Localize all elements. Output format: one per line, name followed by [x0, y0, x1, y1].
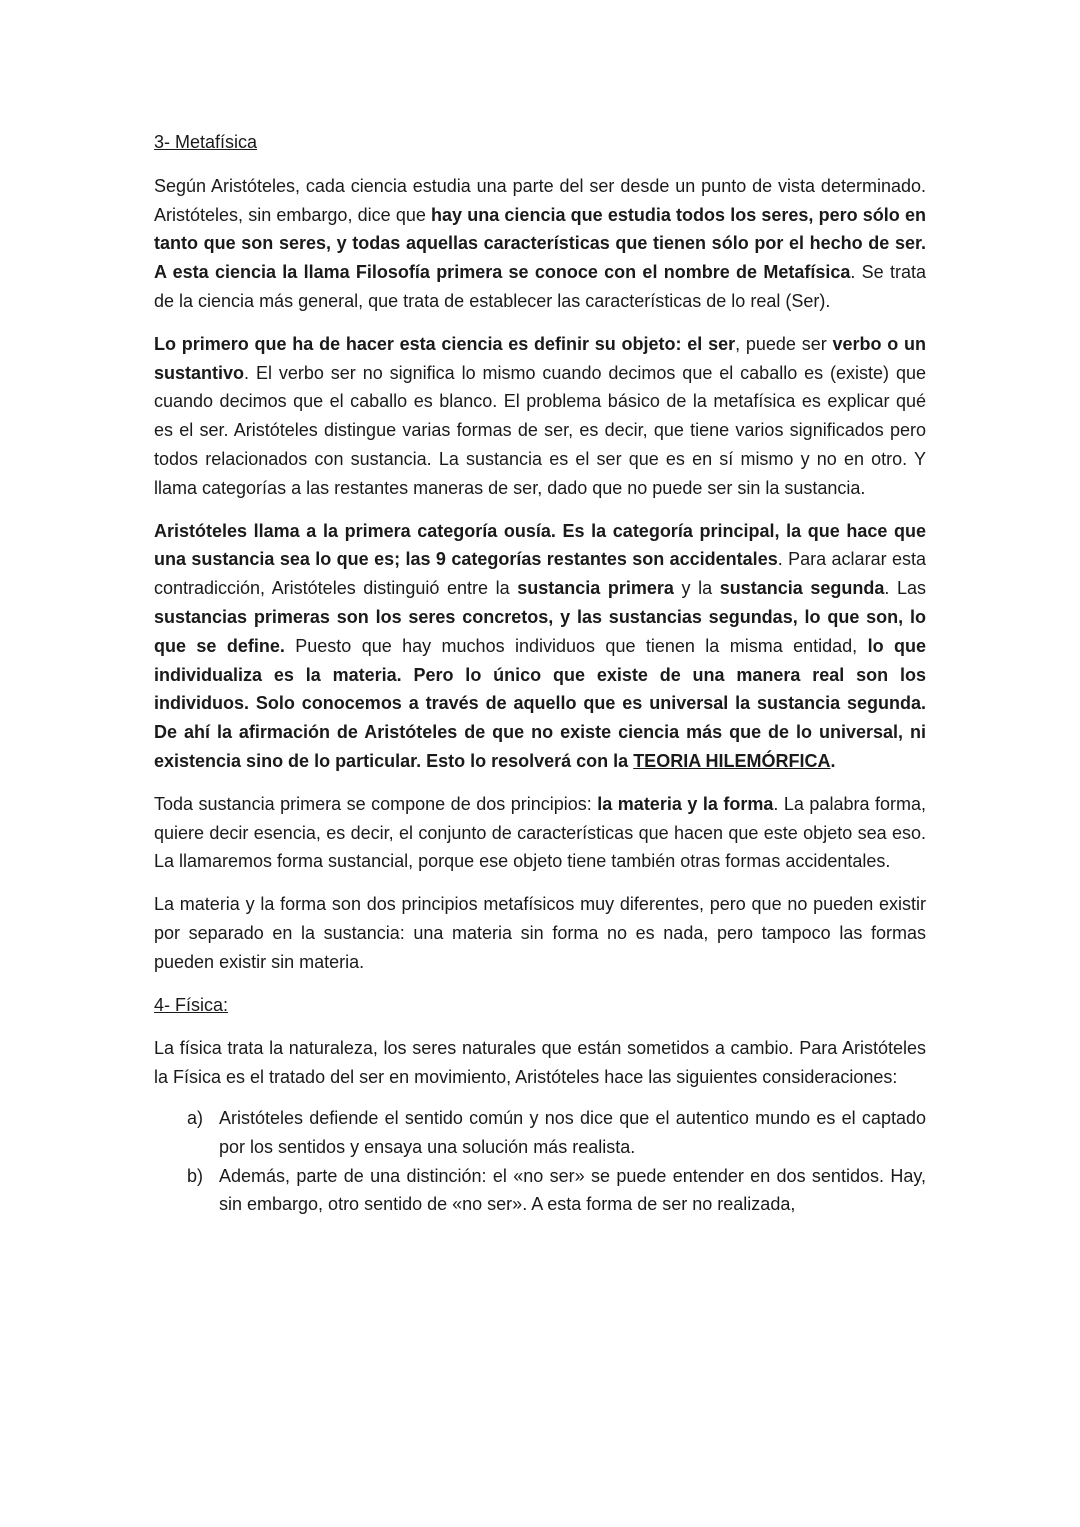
text-run: lo que individualiza es la materia. Pero lo único que existe de una manera real son los individuos. Solo conocemos a través de aquello que es universal la sustancia segunda. De ahí la afirmación de Aristóteles de que no existe ciencia más que de lo universal, ni existencia sino de lo particular. Esto lo resolverá con la	[154, 635, 926, 771]
text-run: La materia y la forma son dos principios metafísicos muy diferentes, pero que no pueden existir por separado en la sustancia: una materia sin forma no es nada, pero tampoco las formas pueden existir sin materia.	[154, 894, 926, 972]
paragraph	[154, 330, 926, 503]
text-run: Aristóteles llama a la primera categoría ousía. Es la categoría principal, la que hace que una sustancia sea lo que es; las 9 categorías restantes son accidentales	[154, 520, 926, 570]
list-marker: b)	[187, 1165, 204, 1186]
text-run: Además, parte de una distinción: el «no ser» se puede entender en dos sentidos. Hay, sin embargo, otro sentido de «no ser». A esta forma de ser no realizada,	[219, 1165, 926, 1215]
text-run: . Se trata de la ciencia más general, que trata de establecer las características de lo real (Ser).	[154, 262, 926, 311]
list-marker: a)	[187, 1107, 204, 1128]
paragraph	[154, 172, 926, 316]
paragraph	[154, 890, 926, 976]
text-run: . Para aclarar esta contradicción, Aristóteles distinguió entre la	[154, 549, 926, 599]
paragraph	[154, 790, 926, 876]
list-item	[154, 1162, 926, 1220]
text-run: TEORIA HILEMÓRFICA	[633, 750, 831, 771]
paragraph	[154, 517, 926, 776]
text-run: sustancia segunda	[719, 578, 885, 599]
text-run: Toda sustancia primera se compone de dos principios:	[154, 793, 598, 814]
text-run: y la	[673, 578, 720, 599]
text-run: sustancia primera	[517, 578, 674, 599]
paragraph	[154, 1034, 926, 1092]
list-item-text	[219, 1166, 926, 1215]
text-run: hay una ciencia que estudia todos los seres, pero sólo en tanto que son seres, y todas aquellas características que tienen sólo por el hecho de ser. A esta ciencia la llama Filosofía primera se conoce con el nombre de Metafísica	[154, 204, 926, 283]
list-item	[154, 1104, 926, 1162]
text-run: Según Aristóteles, cada ciencia estudia una parte del ser desde un punto de vista determinado. Aristóteles, sin embargo, dice que	[154, 175, 926, 225]
text-run: Puesto que hay muchos individuos que tienen la misma entidad,	[284, 635, 868, 656]
text-run: verbo o un sustantivo	[154, 333, 926, 383]
text-run: Aristóteles defiende el sentido común y nos dice que el autentico mundo es el captado por los sentidos y ensaya una solución más realista.	[219, 1107, 926, 1157]
text-run: . El verbo ser no significa lo mismo cuando decimos que el caballo es (existe) que cuando decimos que el caballo es blanco. El problema básico de la metafísica es explicar qué es el ser. Aristóteles distingue varias formas de ser, es decir, que tiene varios significados pero todos relacionados con sustancia. La sustancia es el ser que es en sí mismo y no en otro. Y llama categorías a las restantes maneras de ser, dado que no puede ser sin la sustancia.	[154, 362, 926, 498]
text-run: Lo primero que ha de hacer esta ciencia es definir su objeto: el ser	[154, 333, 736, 354]
considerations-list	[154, 1104, 926, 1219]
text-run: la materia y la forma	[597, 793, 774, 814]
section-heading-fisica: 4- Física:	[154, 994, 229, 1015]
text-run: , puede ser	[735, 333, 833, 354]
text-run: . Las	[884, 578, 926, 599]
text-run: . La palabra forma, quiere decir esencia, es decir, el conjunto de características que hacen que este objeto sea eso. La llamaremos forma sustancial, porque ese objeto tiene también otras formas accidentales.	[154, 793, 926, 872]
list-item-text	[219, 1108, 926, 1157]
text-run: .	[830, 750, 836, 771]
section-heading-metafisica: 3- Metafísica	[154, 132, 258, 152]
text-run: sustancias primeras son los seres concretos, y las sustancias segundas, lo que son, lo que se define.	[154, 606, 926, 656]
text-run: La física trata la naturaleza, los seres naturales que están sometidos a cambio. Para Aristóteles la Física es el tratado del ser en movimiento, Aristóteles hace las siguientes consideraciones:	[154, 1038, 926, 1088]
document-page	[154, 128, 926, 1219]
